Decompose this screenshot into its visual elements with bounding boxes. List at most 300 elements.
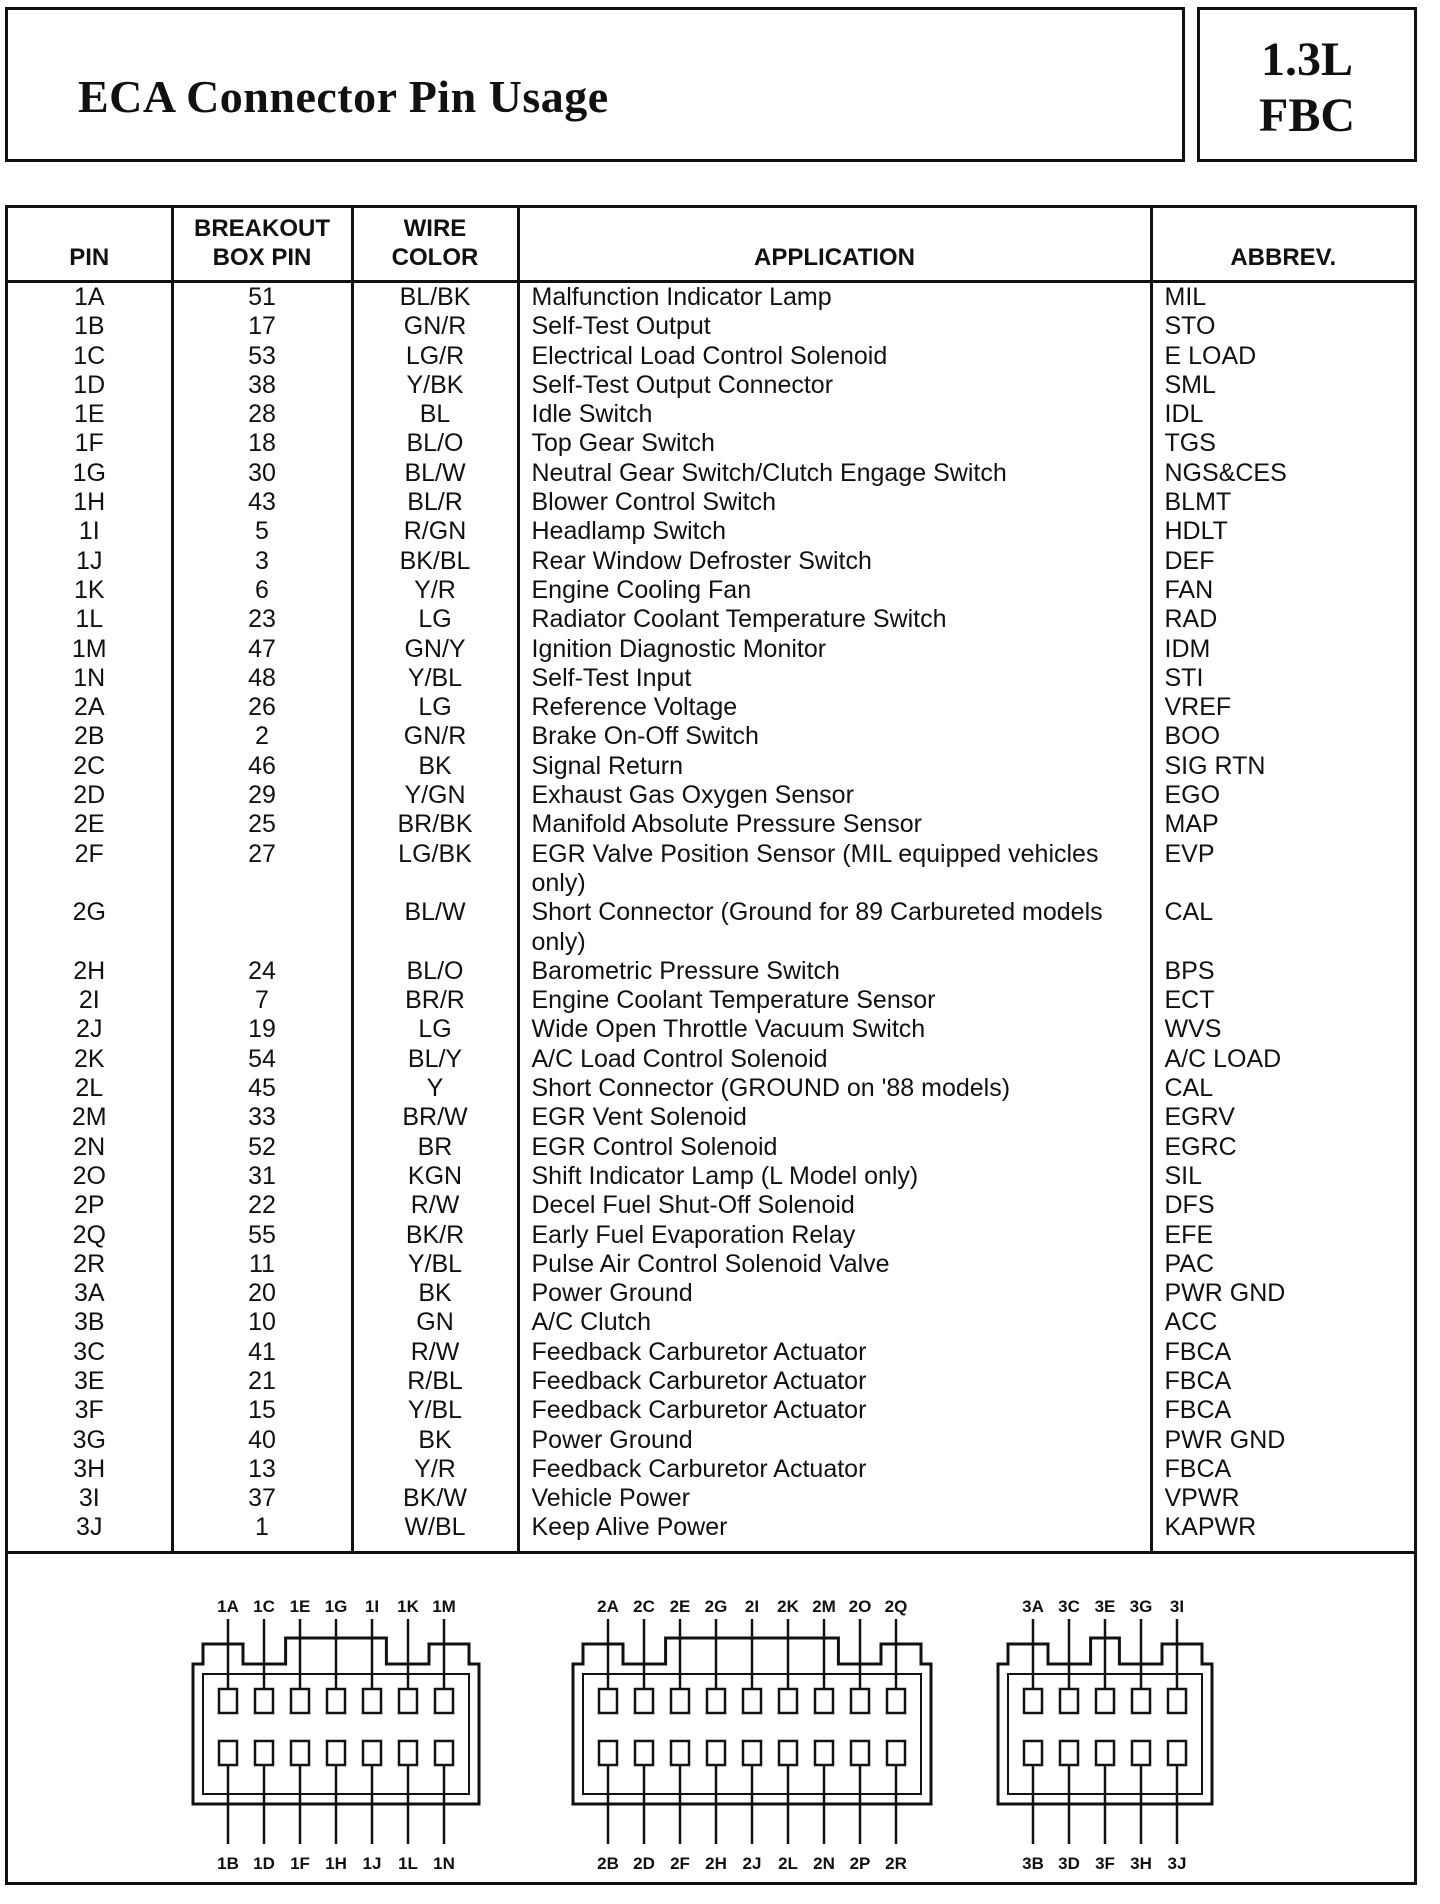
application-cell: Decel Fuel Shut-Off Solenoid xyxy=(518,1191,1151,1220)
connector-3-top-label: 3G xyxy=(1129,1596,1153,1616)
wire-color-cell: GN/R xyxy=(352,312,518,341)
breakout-box-pin-cell: 20 xyxy=(172,1279,352,1308)
pin-cell: 1H xyxy=(73,488,106,517)
table-row xyxy=(8,781,1414,810)
pin-cell: 2H xyxy=(73,956,106,985)
pin-cell: 1M xyxy=(71,634,107,663)
abbrev-cell: MAP xyxy=(1151,810,1414,839)
table-row xyxy=(8,1396,1414,1425)
wire-color-cell: BL/W xyxy=(352,459,518,488)
breakout-box-pin-cell: 10 xyxy=(172,1308,352,1337)
abbrev-cell: FBCA xyxy=(1151,1338,1414,1367)
pin-cell: 2N xyxy=(73,1132,106,1161)
application-cell: Short Connector (Ground for 89 Carbureted models only) xyxy=(518,898,1151,957)
application-cell: Brake On-Off Switch xyxy=(518,722,1151,751)
table-row xyxy=(8,1250,1414,1279)
connector-2-top-terminal xyxy=(671,1689,689,1713)
breakout-box-pin-cell: 24 xyxy=(172,957,352,986)
connector-2-bottom-terminal xyxy=(851,1741,869,1765)
header-breakout-box-pin: BREAKOUT BOX PIN xyxy=(172,208,352,282)
connector-2-top-terminal xyxy=(635,1689,653,1713)
abbrev-cell: BOO xyxy=(1151,722,1414,751)
connector-diagram-svg xyxy=(8,1554,1414,1904)
table-row xyxy=(8,576,1414,605)
application-cell: Headlamp Switch xyxy=(518,517,1151,546)
wire-color-cell: Y/R xyxy=(352,1455,518,1484)
wire-color-cell: LG xyxy=(352,1015,518,1044)
breakout-box-pin-cell: 5 xyxy=(172,517,352,546)
table-row xyxy=(8,1133,1414,1162)
table-row xyxy=(8,429,1414,458)
connector-3-top-label: 3I xyxy=(1169,1596,1185,1616)
pin-cell: 2I xyxy=(78,986,100,1015)
breakout-box-pin-cell: 13 xyxy=(172,1455,352,1484)
breakout-box-pin-cell: 55 xyxy=(172,1221,352,1250)
application-cell: EGR Control Solenoid xyxy=(518,1133,1151,1162)
wire-color-cell: KGN xyxy=(352,1162,518,1191)
wire-color-cell: W/BL xyxy=(352,1513,518,1550)
connector-2-bottom-label: 2J xyxy=(742,1853,762,1873)
connector-3-bottom-label: 3D xyxy=(1058,1853,1080,1873)
connector-3-bottom-terminal xyxy=(1060,1741,1078,1765)
wire-color-cell: Y/BL xyxy=(352,664,518,693)
application-cell: Exhaust Gas Oxygen Sensor xyxy=(518,781,1151,810)
connector-3-top-label: 3A xyxy=(1022,1596,1044,1616)
breakout-box-pin-cell: 1 xyxy=(172,1513,352,1550)
pin-cell: 2D xyxy=(73,781,106,810)
pin-cell: 2F xyxy=(74,839,104,868)
breakout-box-pin-cell: 7 xyxy=(172,986,352,1015)
connector-2-top-terminal xyxy=(599,1689,617,1713)
connector-1-bottom-terminal xyxy=(327,1741,345,1765)
connector-3-bottom-terminal xyxy=(1024,1741,1042,1765)
table-row xyxy=(8,1103,1414,1132)
connector-1-bottom-terminal xyxy=(363,1741,381,1765)
application-cell: Power Ground xyxy=(518,1279,1151,1308)
application-cell: Feedback Carburetor Actuator xyxy=(518,1455,1151,1484)
breakout-box-pin-cell: 3 xyxy=(172,547,352,576)
connector-2-top-label: 2A xyxy=(597,1596,619,1616)
pin-cell: 1F xyxy=(74,429,104,458)
connector-2-top-label: 2Q xyxy=(884,1596,908,1616)
breakout-box-pin-cell: 11 xyxy=(172,1250,352,1279)
abbrev-cell: DEF xyxy=(1151,547,1414,576)
header-abbrev: ABBREV. xyxy=(1151,208,1414,282)
wire-color-cell: R/W xyxy=(352,1191,518,1220)
breakout-box-pin-cell: 21 xyxy=(172,1367,352,1396)
abbrev-cell: FBCA xyxy=(1151,1396,1414,1425)
pin-cell: 3C xyxy=(73,1337,106,1366)
pin-cell: 2C xyxy=(73,751,106,780)
connector-2-bottom-terminal xyxy=(743,1741,761,1765)
wire-color-cell: BR/W xyxy=(352,1103,518,1132)
wire-color-cell: Y/GN xyxy=(352,781,518,810)
table-row xyxy=(8,517,1414,546)
connector-3-bottom-label: 3B xyxy=(1022,1853,1044,1873)
wire-color-cell: LG/BK xyxy=(352,840,518,899)
application-cell: Keep Alive Power xyxy=(518,1513,1151,1550)
wire-color-cell: BL/O xyxy=(352,429,518,458)
table-row xyxy=(8,605,1414,634)
abbrev-cell: PWR GND xyxy=(1151,1426,1414,1455)
breakout-box-pin-cell: 26 xyxy=(172,693,352,722)
application-cell: Top Gear Switch xyxy=(518,429,1151,458)
connector-1-bottom-terminal xyxy=(291,1741,309,1765)
pin-cell: 1J xyxy=(76,546,103,575)
pin-cell: 1C xyxy=(73,341,106,370)
connector-2-top-terminal xyxy=(887,1689,905,1713)
connector-2-top-label: 2K xyxy=(777,1596,799,1616)
connector-2-top-terminal xyxy=(707,1689,725,1713)
breakout-box-pin-cell: 25 xyxy=(172,810,352,839)
pin-cell: 2K xyxy=(73,1044,105,1073)
breakout-box-pin-cell: 46 xyxy=(172,752,352,781)
application-cell: Electrical Load Control Solenoid xyxy=(518,342,1151,371)
breakout-box-pin-cell: 41 xyxy=(172,1338,352,1367)
wire-color-cell: LG xyxy=(352,693,518,722)
connector-1-top-label: 1E xyxy=(289,1596,311,1616)
connector-3-top-terminal xyxy=(1060,1689,1078,1713)
application-cell: A/C Clutch xyxy=(518,1308,1151,1337)
wire-color-cell: GN/Y xyxy=(352,635,518,664)
abbrev-cell: WVS xyxy=(1151,1015,1414,1044)
table-row xyxy=(8,1455,1414,1484)
table-row xyxy=(8,898,1414,957)
connector-3-top-terminal xyxy=(1168,1689,1186,1713)
header-application: APPLICATION xyxy=(518,208,1151,282)
abbrev-cell: FBCA xyxy=(1151,1455,1414,1484)
wire-color-cell: BL/Y xyxy=(352,1045,518,1074)
breakout-box-pin-cell: 48 xyxy=(172,664,352,693)
breakout-box-pin-cell: 6 xyxy=(172,576,352,605)
table-row xyxy=(8,547,1414,576)
pin-cell: 3I xyxy=(78,1484,100,1513)
application-cell: Blower Control Switch xyxy=(518,488,1151,517)
connector-1-bottom-terminal xyxy=(255,1741,273,1765)
connector-2-bottom-terminal xyxy=(671,1741,689,1765)
connector-1-bottom-label: 1B xyxy=(217,1853,239,1873)
connector-2-top-label: 2G xyxy=(704,1596,728,1616)
table-row xyxy=(8,1308,1414,1337)
abbrev-cell: EVP xyxy=(1151,840,1414,899)
abbrev-cell: IDL xyxy=(1151,400,1414,429)
application-cell: EGR Vent Solenoid xyxy=(518,1103,1151,1132)
abbrev-cell: DFS xyxy=(1151,1191,1414,1220)
connector-1-top-label: 1I xyxy=(364,1596,380,1616)
abbrev-cell: NGS&CES xyxy=(1151,459,1414,488)
connector-3-bottom-terminal xyxy=(1168,1741,1186,1765)
wire-color-cell: Y/BL xyxy=(352,1250,518,1279)
table-row xyxy=(8,488,1414,517)
abbrev-cell: STO xyxy=(1151,312,1414,341)
connector-2-bottom-label: 2F xyxy=(670,1853,690,1873)
connector-1-bottom-label: 1D xyxy=(253,1853,275,1873)
application-cell: Feedback Carburetor Actuator xyxy=(518,1367,1151,1396)
connector-2-bottom-terminal xyxy=(635,1741,653,1765)
abbrev-cell: ECT xyxy=(1151,986,1414,1015)
connector-1-bottom-terminal xyxy=(219,1741,237,1765)
abbrev-cell: VREF xyxy=(1151,693,1414,722)
breakout-box-pin-cell: 52 xyxy=(172,1133,352,1162)
pin-cell: 2G xyxy=(72,898,106,927)
pin-table xyxy=(8,208,1414,1551)
table-row xyxy=(8,312,1414,341)
table-row xyxy=(8,342,1414,371)
connector-1-bottom-terminal xyxy=(435,1741,453,1765)
connector-1-top-label: 1G xyxy=(324,1596,348,1616)
wire-color-cell: Y/R xyxy=(352,576,518,605)
breakout-box-pin-cell: 30 xyxy=(172,459,352,488)
connector-1-top-label: 1K xyxy=(397,1596,419,1616)
application-cell: Short Connector (GROUND on '88 models) xyxy=(518,1074,1151,1103)
wire-color-cell: LG/R xyxy=(352,342,518,371)
connector-1-top-label: 1M xyxy=(432,1596,456,1616)
table-row xyxy=(8,635,1414,664)
connector-2-bottom-terminal xyxy=(779,1741,797,1765)
application-cell: Radiator Coolant Temperature Switch xyxy=(518,605,1151,634)
pin-cell: 2O xyxy=(72,1161,106,1190)
breakout-box-pin-cell: 15 xyxy=(172,1396,352,1425)
connector-3-bottom-terminal xyxy=(1096,1741,1114,1765)
application-cell: A/C Load Control Solenoid xyxy=(518,1045,1151,1074)
wire-color-cell: BK xyxy=(352,1279,518,1308)
abbrev-cell: EGRV xyxy=(1151,1103,1414,1132)
connector-3-top-terminal xyxy=(1024,1689,1042,1713)
application-cell: Power Ground xyxy=(518,1426,1151,1455)
header-pin: PIN xyxy=(8,208,172,282)
wire-color-cell: R/BL xyxy=(352,1367,518,1396)
wire-color-cell: BK xyxy=(352,1426,518,1455)
application-cell: Feedback Carburetor Actuator xyxy=(518,1396,1151,1425)
connector-1-bottom-label: 1H xyxy=(325,1853,347,1873)
pin-table-body xyxy=(8,282,1414,1551)
connector-2-bottom-label: 2D xyxy=(633,1853,655,1873)
application-cell: Feedback Carburetor Actuator xyxy=(518,1338,1151,1367)
abbrev-cell: PAC xyxy=(1151,1250,1414,1279)
wire-color-cell: BK/W xyxy=(352,1484,518,1513)
breakout-box-pin-cell: 22 xyxy=(172,1191,352,1220)
connector-2-top-label: 2M xyxy=(812,1596,836,1616)
application-cell: Self-Test Output xyxy=(518,312,1151,341)
wire-color-cell: R/GN xyxy=(352,517,518,546)
connector-2-top-label: 2I xyxy=(744,1596,760,1616)
pin-cell: 2L xyxy=(75,1074,104,1103)
abbrev-cell: FBCA xyxy=(1151,1367,1414,1396)
table-row xyxy=(8,282,1414,313)
connector-2-bottom-label: 2R xyxy=(885,1853,907,1873)
application-cell: Reference Voltage xyxy=(518,693,1151,722)
connector-2-bottom-terminal xyxy=(599,1741,617,1765)
breakout-box-pin-cell: 37 xyxy=(172,1484,352,1513)
connector-2-top-terminal xyxy=(851,1689,869,1713)
connector-3-top-terminal xyxy=(1096,1689,1114,1713)
wire-color-cell: BL/W xyxy=(352,898,518,957)
table-row xyxy=(8,1045,1414,1074)
wire-color-cell: GN/R xyxy=(352,722,518,751)
table-row xyxy=(8,400,1414,429)
abbrev-cell: EGO xyxy=(1151,781,1414,810)
application-cell: Wide Open Throttle Vacuum Switch xyxy=(518,1015,1151,1044)
table-row xyxy=(8,752,1414,781)
breakout-box-pin-cell: 19 xyxy=(172,1015,352,1044)
table-row xyxy=(8,371,1414,400)
breakout-box-pin-cell: 40 xyxy=(172,1426,352,1455)
table-row xyxy=(8,1279,1414,1308)
abbrev-cell: ACC xyxy=(1151,1308,1414,1337)
pin-cell: 3J xyxy=(76,1513,103,1542)
table-row xyxy=(8,1484,1414,1513)
table-row xyxy=(8,1191,1414,1220)
application-cell: Self-Test Input xyxy=(518,664,1151,693)
abbrev-cell: BPS xyxy=(1151,957,1414,986)
pin-cell: 2B xyxy=(73,722,105,751)
table-row xyxy=(8,810,1414,839)
application-cell: Idle Switch xyxy=(518,400,1151,429)
wire-color-cell: BK/R xyxy=(352,1221,518,1250)
pin-cell: 2A xyxy=(73,693,105,722)
pin-cell: 1A xyxy=(73,283,105,311)
abbrev-cell: PWR GND xyxy=(1151,1279,1414,1308)
pin-cell: 1N xyxy=(73,663,106,692)
connector-2-top-terminal xyxy=(743,1689,761,1713)
abbrev-cell: EGRC xyxy=(1151,1133,1414,1162)
abbrev-cell: SML xyxy=(1151,371,1414,400)
abbrev-cell: E LOAD xyxy=(1151,342,1414,371)
table-row xyxy=(8,1513,1414,1550)
abbrev-cell: RAD xyxy=(1151,605,1414,634)
table-row xyxy=(8,722,1414,751)
wire-color-cell: Y/BL xyxy=(352,1396,518,1425)
wire-color-cell: Y/BK xyxy=(352,371,518,400)
wire-color-cell: BL/BK xyxy=(352,282,518,313)
breakout-box-pin-cell: 17 xyxy=(172,312,352,341)
abbrev-cell: A/C LOAD xyxy=(1151,1045,1414,1074)
breakout-box-pin-cell: 45 xyxy=(172,1074,352,1103)
breakout-box-pin-cell: 54 xyxy=(172,1045,352,1074)
breakout-box-pin-cell: 33 xyxy=(172,1103,352,1132)
connector-3-bottom-terminal xyxy=(1132,1741,1150,1765)
breakout-box-pin-cell: 38 xyxy=(172,371,352,400)
table-row xyxy=(8,1367,1414,1396)
table-row xyxy=(8,1221,1414,1250)
connector-2-top-terminal xyxy=(815,1689,833,1713)
application-cell: Pulse Air Control Solenoid Valve xyxy=(518,1250,1151,1279)
connector-2-top-label: 2O xyxy=(848,1596,872,1616)
wire-color-cell: LG xyxy=(352,605,518,634)
pin-cell: 3A xyxy=(73,1279,105,1308)
application-cell: Neutral Gear Switch/Clutch Engage Switch xyxy=(518,459,1151,488)
connector-1-bottom-label: 1F xyxy=(290,1853,310,1873)
breakout-box-pin-cell: 51 xyxy=(172,282,352,313)
engine-displacement: 1.3L xyxy=(1260,33,1353,86)
connector-diagrams xyxy=(8,1551,1414,1904)
connector-1-top-terminal xyxy=(291,1689,309,1713)
wire-color-cell: BR/R xyxy=(352,986,518,1015)
abbrev-cell: TGS xyxy=(1151,429,1414,458)
breakout-box-pin-cell: 28 xyxy=(172,400,352,429)
abbrev-cell: FAN xyxy=(1151,576,1414,605)
connector-2-top-label: 2E xyxy=(669,1596,691,1616)
application-cell: Engine Coolant Temperature Sensor xyxy=(518,986,1151,1015)
application-cell: Barometric Pressure Switch xyxy=(518,957,1151,986)
table-header-row xyxy=(8,208,1414,282)
breakout-box-pin-cell: 2 xyxy=(172,722,352,751)
connector-2-bottom-label: 2H xyxy=(705,1853,727,1873)
wire-color-cell: GN xyxy=(352,1308,518,1337)
abbrev-cell: SIL xyxy=(1151,1162,1414,1191)
pin-cell: 2M xyxy=(71,1103,107,1132)
breakout-box-pin-cell: 31 xyxy=(172,1162,352,1191)
application-cell: Manifold Absolute Pressure Sensor xyxy=(518,810,1151,839)
pin-cell: 1G xyxy=(72,458,106,487)
connector-3-bottom-label: 3J xyxy=(1167,1853,1187,1873)
table-row xyxy=(8,1162,1414,1191)
connector-1-top-label: 1C xyxy=(253,1596,275,1616)
title-box xyxy=(5,7,1185,162)
wire-color-cell: BK/BL xyxy=(352,547,518,576)
abbrev-cell: EFE xyxy=(1151,1221,1414,1250)
engine-type: FBC xyxy=(1259,89,1355,142)
connector-1-top-terminal xyxy=(255,1689,273,1713)
table-row xyxy=(8,840,1414,899)
header-wire-color: WIRE COLOR xyxy=(352,208,518,282)
abbrev-cell: MIL xyxy=(1151,282,1414,313)
table-row xyxy=(8,459,1414,488)
connector-2-bottom-terminal xyxy=(887,1741,905,1765)
connector-3-top-label: 3C xyxy=(1058,1596,1080,1616)
application-cell: Engine Cooling Fan xyxy=(518,576,1151,605)
table-row xyxy=(8,1338,1414,1367)
pin-cell: 3F xyxy=(74,1396,104,1425)
application-cell: Ignition Diagnostic Monitor xyxy=(518,635,1151,664)
application-cell: EGR Valve Position Sensor (MIL equipped vehicles only) xyxy=(518,840,1151,899)
pin-cell: 1I xyxy=(78,517,100,546)
table-row xyxy=(8,693,1414,722)
pin-cell: 3H xyxy=(73,1454,106,1483)
page-title: ECA Connector Pin Usage xyxy=(78,71,609,122)
connector-2-bottom-label: 2N xyxy=(813,1853,835,1873)
pin-usage-panel xyxy=(5,205,1417,1885)
table-row xyxy=(8,664,1414,693)
connector-2-bottom-label: 2B xyxy=(597,1853,619,1873)
wire-color-cell: BL/R xyxy=(352,488,518,517)
connector-1-bottom-label: 1J xyxy=(362,1853,382,1873)
connector-2-top-terminal xyxy=(779,1689,797,1713)
wire-color-cell: BR xyxy=(352,1133,518,1162)
breakout-box-pin-cell: 18 xyxy=(172,429,352,458)
wire-color-cell: BL/O xyxy=(352,957,518,986)
connector-3-top-terminal xyxy=(1132,1689,1150,1713)
connector-2-bottom-label: 2P xyxy=(849,1853,871,1873)
pin-cell: 3B xyxy=(73,1308,105,1337)
connector-3-top-label: 3E xyxy=(1094,1596,1116,1616)
connector-1-top-terminal xyxy=(327,1689,345,1713)
pin-cell: 2J xyxy=(76,1015,103,1044)
pin-cell: 2Q xyxy=(72,1220,106,1249)
wire-color-cell: Y xyxy=(352,1074,518,1103)
abbrev-cell: CAL xyxy=(1151,898,1414,957)
abbrev-cell: VPWR xyxy=(1151,1484,1414,1513)
connector-1-top-terminal xyxy=(435,1689,453,1713)
pin-cell: 3G xyxy=(72,1425,106,1454)
abbrev-cell: KAPWR xyxy=(1151,1513,1414,1550)
application-cell: Vehicle Power xyxy=(518,1484,1151,1513)
wire-color-cell: R/W xyxy=(352,1338,518,1367)
application-cell: Self-Test Output Connector xyxy=(518,371,1151,400)
application-cell: Malfunction Indicator Lamp xyxy=(518,282,1151,313)
pin-cell: 2P xyxy=(73,1191,105,1220)
connector-1-top-terminal xyxy=(399,1689,417,1713)
